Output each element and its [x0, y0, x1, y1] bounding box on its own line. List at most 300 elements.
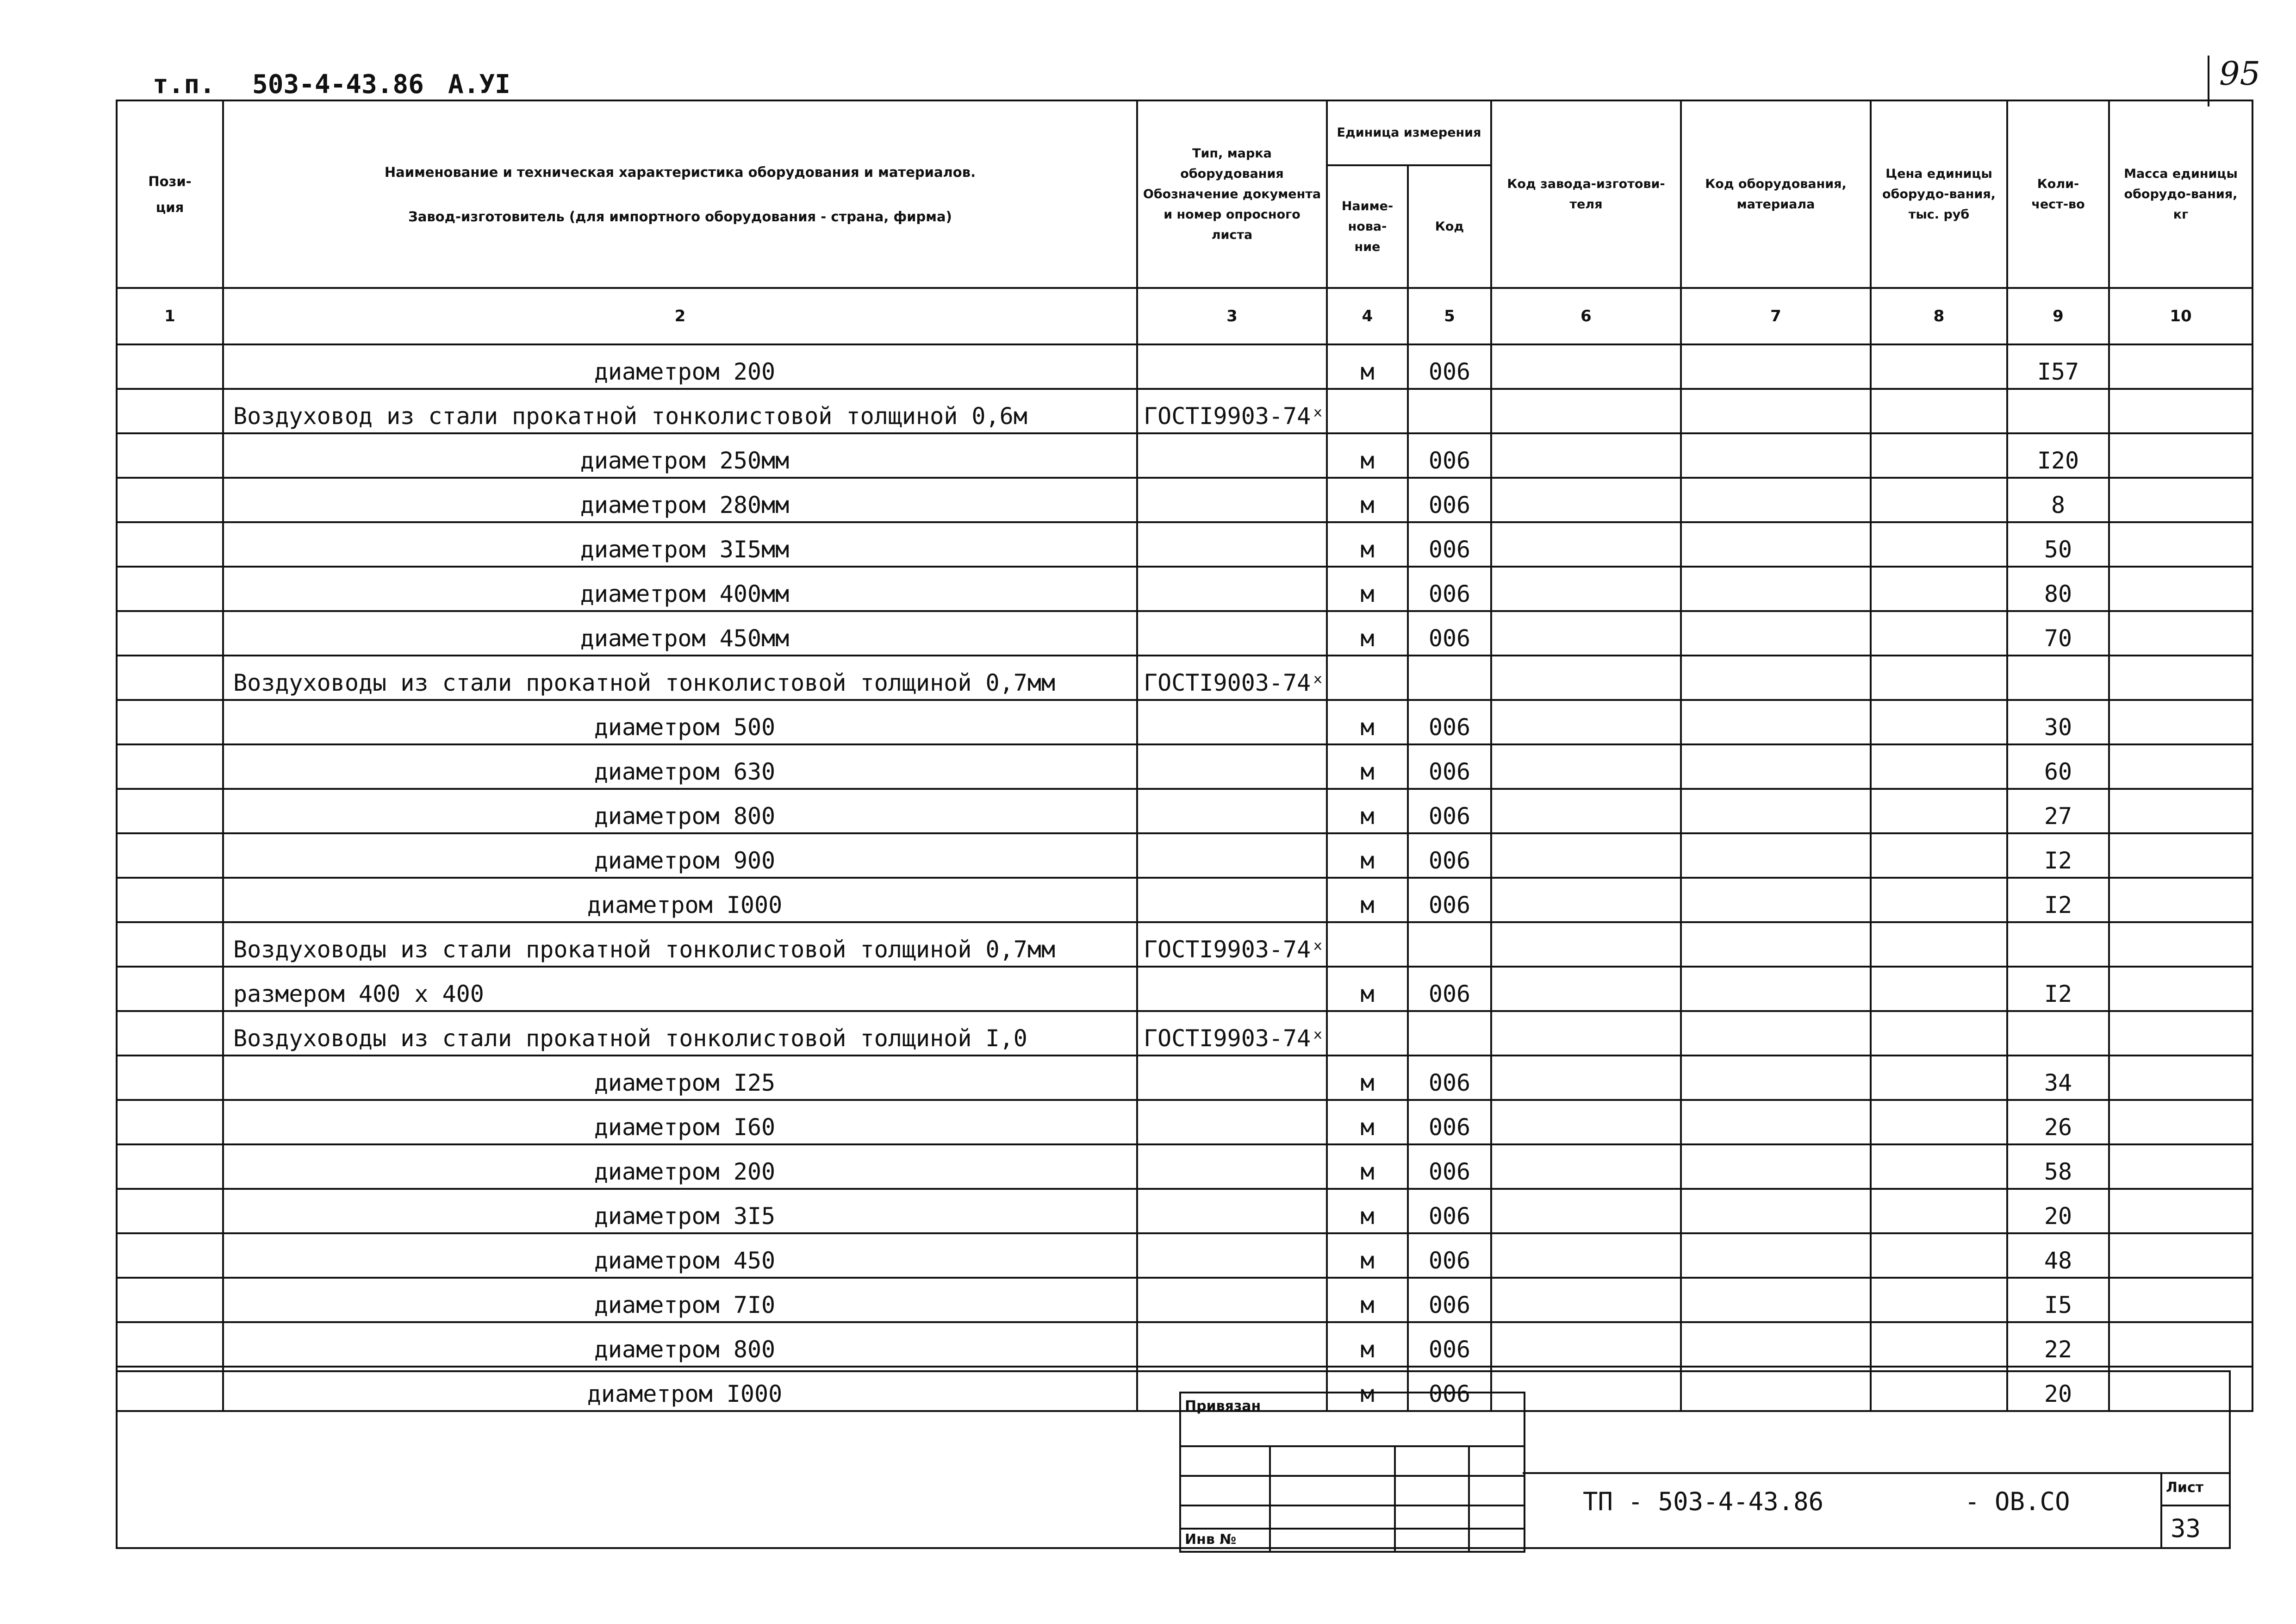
cell-mass — [2109, 1056, 2252, 1100]
cell-unit — [1327, 1278, 1408, 1322]
cell-position — [117, 833, 223, 878]
cell-qty-text: 20 — [2044, 1203, 2072, 1230]
cell-name-text: размером 400 х 400 — [233, 981, 484, 1007]
column-number-row — [117, 288, 2252, 344]
cell-unit-code-text: 006 — [1428, 1203, 1471, 1230]
cell-unit-code — [1408, 1322, 1491, 1367]
cell-type — [1137, 1100, 1327, 1144]
cell-qty — [2007, 656, 2109, 700]
cell-maker-code — [1491, 1233, 1681, 1278]
cell-name — [223, 611, 1137, 656]
cell-qty — [2007, 1233, 2109, 1278]
cell-unit — [1327, 1144, 1408, 1189]
stamp-inv-label: Инв № — [1185, 1531, 1237, 1548]
cell-price — [1871, 1011, 2007, 1056]
cell-unit-code — [1408, 1011, 1491, 1056]
cell-mass — [2109, 1144, 2252, 1189]
cell-position — [117, 1011, 223, 1056]
cell-unit — [1327, 656, 1408, 700]
cell-unit-code-text: 006 — [1428, 1247, 1471, 1274]
cell-maker-code — [1491, 1189, 1681, 1233]
cell-qty — [2007, 1056, 2109, 1100]
cell-name-text: диаметром 800 — [594, 1336, 776, 1363]
cell-unit-code — [1408, 878, 1491, 922]
cell-qty-text — [2008, 430, 2108, 432]
cell-unit-code — [1408, 789, 1491, 833]
album-code: А.УI — [448, 69, 510, 100]
cell-name — [223, 1367, 1137, 1411]
cell-type — [1137, 1189, 1327, 1233]
cell-maker-code — [1491, 567, 1681, 611]
cell-qty — [2007, 1189, 2109, 1233]
cell-unit-code — [1408, 478, 1491, 522]
cell-qty — [2007, 1322, 2109, 1367]
cell-price — [1871, 789, 2007, 833]
cell-position — [117, 1144, 223, 1189]
stamp-attached-label: Привязан — [1185, 1398, 1261, 1414]
cell-unit — [1327, 789, 1408, 833]
cell-qty — [2007, 967, 2109, 1011]
cell-unit-text: м — [1360, 536, 1375, 563]
cell-mass — [2109, 922, 2252, 967]
cell-name — [223, 1189, 1137, 1233]
col-num: 9 — [2007, 288, 2109, 344]
header-name-line2: Завод-изготовитель (для импортного оборудования - страна, фирма) — [408, 208, 952, 225]
cell-name-text: диаметром I25 — [594, 1069, 776, 1096]
title-doc-code: ТП - 503-4-43.86 — [1583, 1487, 1824, 1516]
cell-maker-code — [1491, 478, 1681, 522]
table-row — [117, 789, 2252, 833]
cell-unit-code-text: 006 — [1428, 714, 1471, 741]
cell-mass — [2109, 1233, 2252, 1278]
cell-equip-code — [1681, 1233, 1871, 1278]
cell-name-text: диаметром 7I0 — [594, 1292, 776, 1318]
cell-type-text — [1144, 385, 1326, 388]
cell-price — [1871, 478, 2007, 522]
cell-unit-code-text: 006 — [1428, 981, 1471, 1007]
table-row — [117, 389, 2252, 433]
cell-position — [117, 656, 223, 700]
cell-price — [1871, 611, 2007, 656]
project-code: 503-4-43.86 — [252, 69, 424, 100]
cell-price — [1871, 967, 2007, 1011]
cell-qty — [2007, 1367, 2109, 1411]
cell-unit-text: м — [1360, 581, 1375, 607]
cell-qty-text: 20 — [2044, 1380, 2072, 1407]
cell-unit-text: м — [1360, 803, 1375, 830]
cell-qty-text: 58 — [2044, 1158, 2072, 1185]
table-row — [117, 1056, 2252, 1100]
table-row — [117, 1100, 2252, 1144]
cell-price — [1871, 344, 2007, 389]
cell-unit-code — [1408, 700, 1491, 744]
cell-equip-code — [1681, 478, 1871, 522]
cell-price — [1871, 1056, 2007, 1100]
cell-qty — [2007, 344, 2109, 389]
cell-equip-code — [1681, 1011, 1871, 1056]
cell-equip-code — [1681, 1322, 1871, 1367]
cell-type-text — [1144, 1318, 1326, 1321]
cell-mass — [2109, 744, 2252, 789]
cell-unit-code — [1408, 1056, 1491, 1100]
cell-qty-text — [2008, 696, 2108, 699]
cell-mass — [2109, 1189, 2252, 1233]
cell-mass — [2109, 1367, 2252, 1411]
header-type: Тип, марка оборудования Обозначение документа и номер опросного листа — [1137, 100, 1327, 288]
cell-name-text: диаметром 3I5мм — [580, 536, 790, 563]
table-row — [117, 1322, 2252, 1367]
cell-type-text — [1144, 741, 1326, 743]
cell-price — [1871, 878, 2007, 922]
table-row — [117, 1233, 2252, 1278]
cell-unit-code — [1408, 922, 1491, 967]
doc-prefix: т.п. — [153, 69, 215, 100]
cell-unit-text — [1328, 430, 1407, 432]
sheet-label: Лист — [2166, 1480, 2204, 1496]
cell-position — [117, 611, 223, 656]
cell-qty-text: 27 — [2044, 803, 2072, 830]
cell-price — [1871, 833, 2007, 878]
cell-unit-code-text: 006 — [1428, 447, 1471, 474]
cell-maker-code — [1491, 700, 1681, 744]
cell-maker-code — [1491, 1056, 1681, 1100]
cell-maker-code — [1491, 1278, 1681, 1322]
table-row — [117, 967, 2252, 1011]
cell-qty-text: 30 — [2044, 714, 2072, 741]
cell-qty — [2007, 744, 2109, 789]
cell-unit-code-text: 006 — [1428, 1158, 1471, 1185]
cell-position — [117, 922, 223, 967]
cell-price — [1871, 700, 2007, 744]
cell-unit-code — [1408, 522, 1491, 567]
cell-price — [1871, 922, 2007, 967]
cell-mass — [2109, 878, 2252, 922]
cell-unit-code-text: 006 — [1428, 581, 1471, 607]
cell-position — [117, 567, 223, 611]
cell-unit-text: м — [1360, 625, 1375, 652]
cell-qty-text: I2 — [2044, 981, 2072, 1007]
cell-mass — [2109, 344, 2252, 389]
cell-position — [117, 522, 223, 567]
cell-type-text — [1144, 1007, 1326, 1010]
cell-name — [223, 344, 1137, 389]
cell-unit — [1327, 567, 1408, 611]
cell-type — [1137, 389, 1327, 433]
cell-equip-code — [1681, 1189, 1871, 1233]
cell-type — [1137, 922, 1327, 967]
cell-price — [1871, 1189, 2007, 1233]
footer-left-line — [116, 1370, 118, 1549]
cell-name — [223, 922, 1137, 967]
cell-unit — [1327, 478, 1408, 522]
table-row — [117, 344, 2252, 389]
cell-unit — [1327, 1100, 1408, 1144]
cell-unit-code — [1408, 1278, 1491, 1322]
cell-price — [1871, 1144, 2007, 1189]
cell-equip-code — [1681, 656, 1871, 700]
cell-equip-code — [1681, 1144, 1871, 1189]
cell-unit-text: м — [1360, 1203, 1375, 1230]
cell-mass — [2109, 833, 2252, 878]
cell-position — [117, 344, 223, 389]
cell-unit-text — [1328, 696, 1407, 699]
cell-type — [1137, 744, 1327, 789]
title-block-top-line — [1523, 1472, 2231, 1474]
cell-type — [1137, 1322, 1327, 1367]
header-qty: Коли-чест-во — [2007, 100, 2109, 288]
col-num: 4 — [1327, 288, 1408, 344]
page-number: 95 — [2219, 55, 2261, 93]
cell-equip-code — [1681, 567, 1871, 611]
cell-name — [223, 744, 1137, 789]
cell-type — [1137, 1056, 1327, 1100]
cell-name — [223, 789, 1137, 833]
col-num: 6 — [1491, 288, 1681, 344]
cell-unit-code — [1408, 611, 1491, 656]
cell-unit-code-text: 006 — [1428, 1336, 1471, 1363]
cell-unit — [1327, 389, 1408, 433]
cell-type-text — [1144, 474, 1326, 477]
cell-maker-code — [1491, 344, 1681, 389]
cell-equip-code — [1681, 700, 1871, 744]
cell-qty — [2007, 1011, 2109, 1056]
cell-unit-code-text: 006 — [1428, 847, 1471, 874]
cell-position — [117, 1278, 223, 1322]
cell-type-text — [1144, 1230, 1326, 1232]
cell-qty — [2007, 1278, 2109, 1322]
cell-qty-text: I5 — [2044, 1292, 2072, 1318]
cell-type-text — [1144, 918, 1326, 921]
footer-right-line — [2229, 1370, 2231, 1549]
header-unit-code: Код — [1408, 165, 1491, 288]
cell-unit-code-text: 006 — [1428, 358, 1471, 385]
cell-maker-code — [1491, 1144, 1681, 1189]
cell-name-text: диаметром I60 — [594, 1114, 776, 1141]
cell-position — [117, 1233, 223, 1278]
cell-maker-code — [1491, 789, 1681, 833]
cell-unit-code — [1408, 833, 1491, 878]
cell-unit-text: м — [1360, 1158, 1375, 1185]
cell-qty-text: 50 — [2044, 536, 2072, 563]
cell-name — [223, 1233, 1137, 1278]
cell-unit-code — [1408, 1233, 1491, 1278]
cell-name — [223, 700, 1137, 744]
table-row — [117, 1011, 2252, 1056]
cell-type — [1137, 1011, 1327, 1056]
cell-name — [223, 522, 1137, 567]
cell-name-text: Воздуховод из стали прокатной тонколистовой толщиной 0,6м — [233, 403, 1027, 430]
cell-qty — [2007, 1100, 2109, 1144]
cell-unit-code-text: 006 — [1428, 1292, 1471, 1318]
table-row — [117, 1189, 2252, 1233]
cell-unit-text: м — [1360, 981, 1375, 1007]
cell-qty — [2007, 789, 2109, 833]
cell-type-text — [1144, 563, 1326, 566]
cell-mass — [2109, 389, 2252, 433]
cell-qty-text: 60 — [2044, 758, 2072, 785]
header-name-line1: Наименование и техническая характеристика оборудования и материалов. — [384, 164, 976, 180]
cell-maker-code — [1491, 744, 1681, 789]
cell-maker-code — [1491, 833, 1681, 878]
cell-qty — [2007, 922, 2109, 967]
cell-maker-code — [1491, 1100, 1681, 1144]
cell-qty-text: 22 — [2044, 1336, 2072, 1363]
cell-mass — [2109, 1322, 2252, 1367]
table-row — [117, 611, 2252, 656]
cell-type — [1137, 656, 1327, 700]
cell-type-text — [1144, 652, 1326, 655]
cell-unit-text: м — [1360, 1380, 1375, 1407]
cell-unit-code-text — [1409, 696, 1490, 699]
cell-position — [117, 389, 223, 433]
col-num: 3 — [1137, 288, 1327, 344]
cell-name-text: диаметром I000 — [587, 892, 783, 918]
cell-type-text — [1144, 1274, 1326, 1277]
cell-equip-code — [1681, 833, 1871, 878]
table-row — [117, 478, 2252, 522]
cell-type — [1137, 344, 1327, 389]
cell-name — [223, 433, 1137, 478]
cell-qty — [2007, 389, 2109, 433]
cell-unit — [1327, 433, 1408, 478]
cell-equip-code — [1681, 1100, 1871, 1144]
table-row — [117, 567, 2252, 611]
table-row — [117, 744, 2252, 789]
cell-name — [223, 1322, 1137, 1367]
cell-qty-text — [2008, 963, 2108, 966]
cell-unit-code — [1408, 1100, 1491, 1144]
cell-qty — [2007, 433, 2109, 478]
cell-type — [1137, 789, 1327, 833]
cell-equip-code — [1681, 522, 1871, 567]
header-unit-name: Наиме-нова-ние — [1327, 165, 1408, 288]
cell-price — [1871, 522, 2007, 567]
header-unit: Единица измерения — [1327, 100, 1491, 165]
cell-unit-text: м — [1360, 1336, 1375, 1363]
cell-name — [223, 478, 1137, 522]
cell-unit — [1327, 1322, 1408, 1367]
cell-maker-code — [1491, 922, 1681, 967]
cell-mass — [2109, 967, 2252, 1011]
cell-position — [117, 478, 223, 522]
cell-unit — [1327, 1056, 1408, 1100]
cell-name — [223, 878, 1137, 922]
cell-name-text: диаметром 500 — [594, 714, 776, 741]
cell-name-text: диаметром 250мм — [580, 447, 790, 474]
cell-qty — [2007, 478, 2109, 522]
cell-type — [1137, 967, 1327, 1011]
cell-unit-code — [1408, 744, 1491, 789]
cell-type-text — [1144, 785, 1326, 788]
cell-name — [223, 389, 1137, 433]
footer-top-line — [116, 1370, 2231, 1372]
cell-price — [1871, 1367, 2007, 1411]
cell-type — [1137, 1233, 1327, 1278]
cell-qty-text: I2 — [2044, 847, 2072, 874]
cell-equip-code — [1681, 967, 1871, 1011]
cell-maker-code — [1491, 389, 1681, 433]
cell-type-text: ГОСТI9903-74ˣ — [1144, 403, 1325, 430]
cell-equip-code — [1681, 1278, 1871, 1322]
cell-unit — [1327, 344, 1408, 389]
page-corner-line — [2208, 56, 2209, 106]
cell-mass — [2109, 1278, 2252, 1322]
cell-qty-text — [2008, 1052, 2108, 1055]
table-row — [117, 1144, 2252, 1189]
cell-maker-code — [1491, 522, 1681, 567]
cell-unit-code — [1408, 1189, 1491, 1233]
sheet-box-divider — [2160, 1505, 2231, 1506]
cell-price — [1871, 433, 2007, 478]
cell-equip-code — [1681, 389, 1871, 433]
cell-unit-text: м — [1360, 714, 1375, 741]
cell-mass — [2109, 1100, 2252, 1144]
cell-equip-code — [1681, 344, 1871, 389]
cell-position — [117, 1100, 223, 1144]
cell-name — [223, 833, 1137, 878]
cell-type-text: ГОСТI9903-74ˣ — [1144, 1025, 1325, 1052]
cell-name-text: диаметром 800 — [594, 803, 776, 830]
cell-name-text: диаметром 450 — [594, 1247, 776, 1274]
cell-unit-code — [1408, 967, 1491, 1011]
cell-type-text: ГОСТI9003-74ˣ — [1144, 669, 1325, 696]
col-num: 5 — [1408, 288, 1491, 344]
cell-maker-code — [1491, 656, 1681, 700]
cell-type — [1137, 1144, 1327, 1189]
cell-unit-code-text — [1409, 430, 1490, 432]
cell-unit-code-text — [1409, 1052, 1490, 1055]
cell-unit-code-text: 006 — [1428, 1380, 1471, 1407]
cell-position — [117, 789, 223, 833]
cell-name — [223, 567, 1137, 611]
cell-unit-code — [1408, 567, 1491, 611]
table-row — [117, 522, 2252, 567]
spec-rows — [117, 344, 2252, 1411]
cell-unit-text: м — [1360, 892, 1375, 918]
cell-unit — [1327, 611, 1408, 656]
cell-unit — [1327, 744, 1408, 789]
cell-type — [1137, 1278, 1327, 1322]
cell-unit-code-text: 006 — [1428, 1069, 1471, 1096]
cell-qty-text: I20 — [2037, 447, 2079, 474]
cell-unit-code-text: 006 — [1428, 803, 1471, 830]
cell-type-text — [1144, 607, 1326, 610]
cell-maker-code — [1491, 1322, 1681, 1367]
cell-position — [117, 967, 223, 1011]
cell-qty-text: 80 — [2044, 581, 2072, 607]
cell-name-text: диаметром I000 — [587, 1380, 783, 1407]
cell-type — [1137, 878, 1327, 922]
cell-qty-text: 70 — [2044, 625, 2072, 652]
cell-unit-code — [1408, 1144, 1491, 1189]
cell-name — [223, 1278, 1137, 1322]
cell-maker-code — [1491, 611, 1681, 656]
cell-type-text — [1144, 1141, 1326, 1143]
cell-maker-code — [1491, 878, 1681, 922]
cell-position — [117, 1322, 223, 1367]
cell-unit-text: м — [1360, 758, 1375, 785]
cell-qty-text: 48 — [2044, 1247, 2072, 1274]
cell-qty-text: I57 — [2037, 358, 2079, 385]
table-row — [117, 922, 2252, 967]
col-num: 8 — [1871, 288, 2007, 344]
cell-unit-text: м — [1360, 358, 1375, 385]
cell-unit-code-text: 006 — [1428, 536, 1471, 563]
cell-equip-code — [1681, 1367, 1871, 1411]
cell-unit-text — [1328, 963, 1407, 966]
header-position: Пози- ция — [117, 100, 223, 288]
cell-unit-code-text: 006 — [1428, 1114, 1471, 1141]
